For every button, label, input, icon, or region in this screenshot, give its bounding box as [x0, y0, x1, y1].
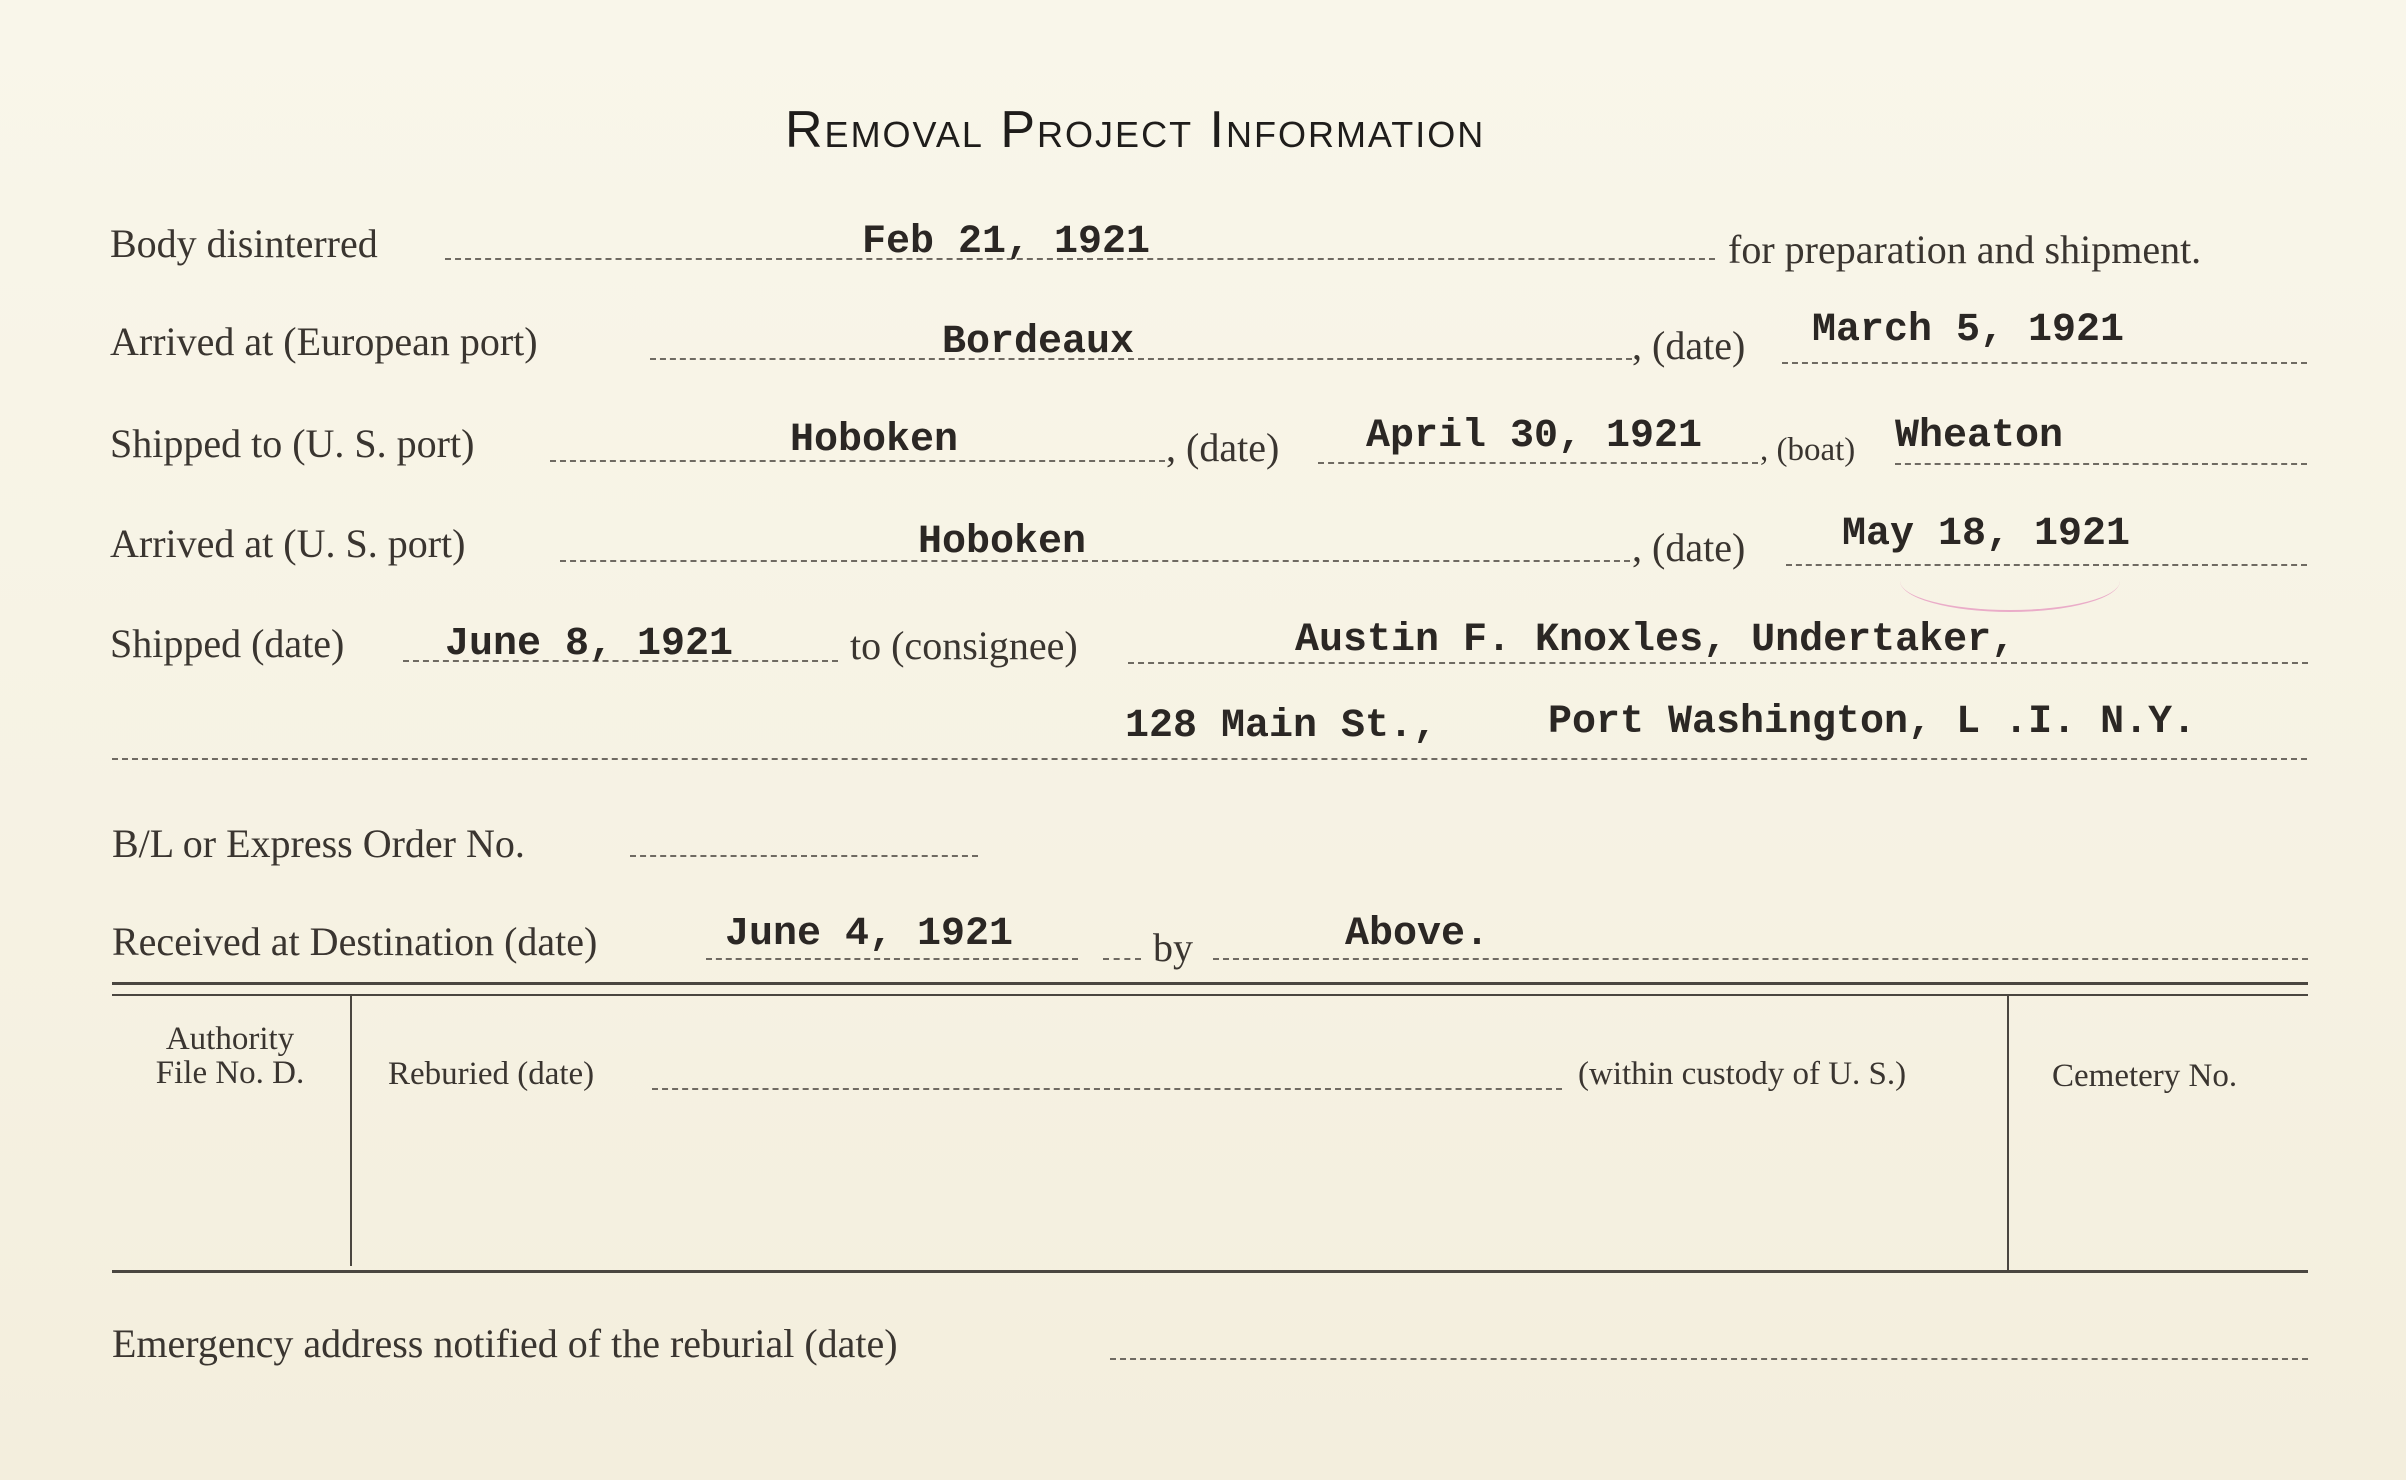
- disinterred-suffix: for preparation and shipment.: [1728, 227, 2202, 272]
- table-top-rule-1: [112, 982, 2308, 985]
- received-date-value: June 4, 1921: [725, 912, 1014, 957]
- arrived-eu-dotted-line: [650, 358, 1632, 360]
- shipped-us-date-dotted-line: [1318, 462, 1758, 464]
- arrived-us-date-value: May 18, 1921: [1842, 512, 2131, 557]
- shipped-label: Shipped (date): [110, 621, 345, 666]
- shipped-us-boat-label: , (boat): [1760, 432, 1856, 468]
- arrived-eu-date-dotted-line: [1782, 362, 2307, 364]
- cemetery-label: Cemetery No.: [2052, 1058, 2238, 1094]
- arrived-us-date-label: , (date): [1632, 525, 1746, 570]
- consignee-value: Austin F. Knoxles, Undertaker,: [1295, 618, 2016, 663]
- table-divider-right: [2007, 996, 2009, 1271]
- shipped-us-boat-value: Wheaton: [1895, 414, 2064, 459]
- table-divider-left: [350, 996, 352, 1266]
- shipped-date-value: June 8, 1921: [445, 622, 734, 667]
- received-by-dotted-line: [1213, 958, 2308, 960]
- disinterred-label: Body disinterred: [110, 221, 378, 266]
- address-dotted-line: [112, 758, 2307, 760]
- emergency-label: Emergency address notified of the reburial (date): [112, 1321, 898, 1366]
- received-by-label: by: [1153, 925, 1193, 970]
- address-city-value: Port Washington, L .I. N.Y.: [1548, 700, 2197, 745]
- shipped-us-date-value: April 30, 1921: [1366, 414, 1703, 459]
- received-date-dotted-line: [706, 958, 1078, 960]
- shipped-us-date-label: , (date): [1166, 425, 1280, 470]
- shipped-us-boat-dotted-line: [1895, 463, 2307, 465]
- authority-label-line2: File No. D.: [155, 1055, 305, 1091]
- received-by-value: Above.: [1345, 912, 1490, 957]
- arrived-eu-port-value: Bordeaux: [942, 320, 1135, 365]
- bl-label: B/L or Express Order No.: [112, 821, 525, 866]
- authority-cell: [140, 1022, 320, 1090]
- arrived-eu-label: Arrived at (European port): [110, 319, 538, 364]
- received-by-leader: [1103, 958, 1141, 960]
- arrived-us-label: Arrived at (U. S. port): [110, 521, 466, 566]
- arrived-eu-date-value: March 5, 1921: [1812, 308, 2125, 353]
- table-top-rule-2: [112, 994, 2308, 996]
- shipped-us-port-value: Hoboken: [790, 418, 959, 463]
- emergency-dotted-line: [1110, 1358, 2308, 1360]
- received-label: Received at Destination (date): [112, 919, 598, 964]
- card-title: Removal Project Information: [785, 101, 1486, 159]
- shipped-us-label: Shipped to (U. S. port): [110, 421, 475, 466]
- reburied-label: Reburied (date): [388, 1056, 595, 1092]
- disinterred-date-value: Feb 21, 1921: [862, 220, 1151, 265]
- arrived-us-dotted-line: [560, 560, 1630, 562]
- arrived-us-port-value: Hoboken: [918, 520, 1087, 565]
- table-bottom-rule: [112, 1270, 2308, 1273]
- authority-label-line1: Authority: [165, 1021, 295, 1057]
- reburied-dotted-line: [652, 1088, 1562, 1090]
- arrived-eu-date-label: , (date): [1632, 323, 1746, 368]
- pink-ink-mark: [1900, 550, 2120, 612]
- custody-label: (within custody of U. S.): [1578, 1056, 1907, 1092]
- address-street-value: 128 Main St.,: [1125, 704, 1438, 749]
- bl-dotted-line: [630, 855, 978, 857]
- consignee-label: to (consignee): [850, 623, 1078, 668]
